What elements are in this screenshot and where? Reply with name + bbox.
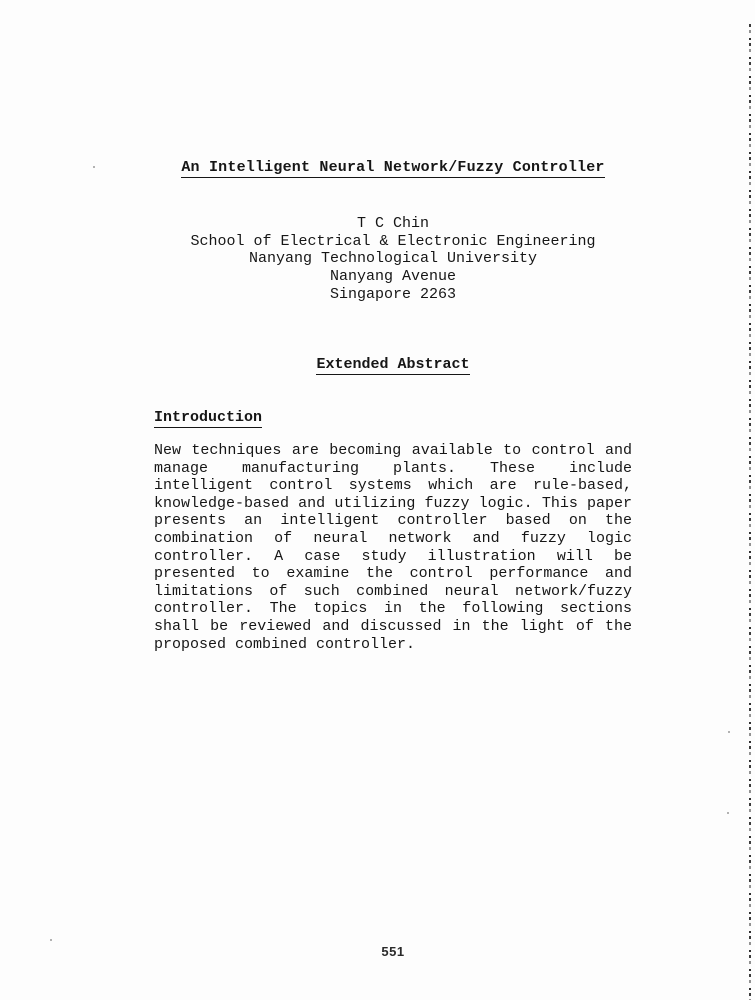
abstract-heading bbox=[154, 356, 632, 373]
introduction-paragraph: New techniques are becoming available to control and manage manufacturing plants. These include intelligent control systems which are rule-based, knowledge-based and utilizing fuzzy logic. This paper presents an intelligent controller based on the combination of neural network and fuzzy logic controller. A case study illustration will be presented to examine the control performance and limitations of such combined neural network/fuzzy controller. The topics in the following sections shall be reviewed and discussed in the light of the proposed combined controller. bbox=[154, 442, 632, 653]
scan-speck bbox=[50, 939, 52, 941]
introduction-heading bbox=[154, 409, 632, 426]
abstract-heading-text: Extended Abstract bbox=[316, 356, 470, 373]
introduction-heading-text: Introduction bbox=[154, 409, 263, 426]
page-number: 551 bbox=[381, 944, 405, 959]
scan-artifact-right-edge bbox=[749, 24, 752, 1000]
author-block bbox=[154, 215, 632, 304]
affiliation-line: School of Electrical & Electronic Engineering bbox=[190, 232, 596, 250]
university-line: Nanyang Technological University bbox=[248, 250, 538, 268]
scan-speck bbox=[728, 731, 730, 733]
scan-speck bbox=[727, 812, 729, 814]
scan-speck bbox=[93, 166, 95, 168]
paper-title-text: An Intelligent Neural Network/Fuzzy Controller bbox=[181, 159, 605, 176]
author-name: T C Chin bbox=[356, 215, 429, 232]
paper-title bbox=[154, 159, 632, 176]
address-line: Nanyang Avenue bbox=[329, 268, 457, 286]
city-line: Singapore 2263 bbox=[329, 285, 457, 303]
